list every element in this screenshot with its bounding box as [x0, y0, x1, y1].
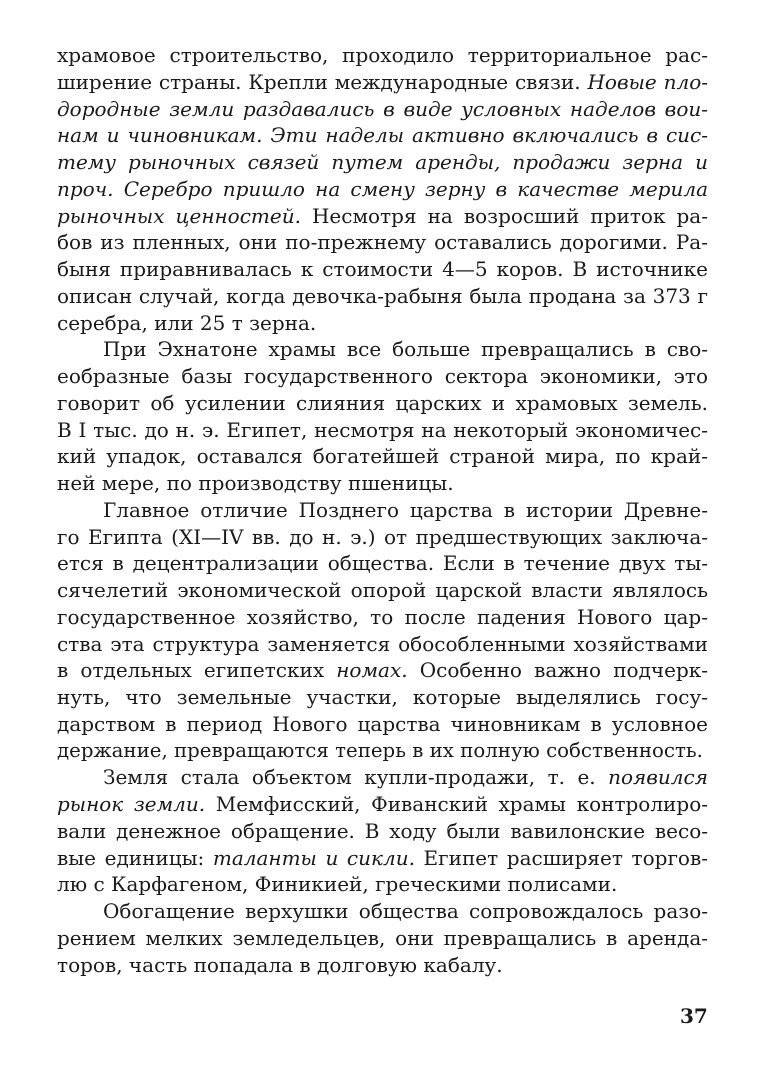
- text-run: Особенно важно подчерк-: [407, 658, 708, 683]
- text-line: [57, 203, 708, 230]
- italic-text: проч. Серебро пришло на смену зерну в качестве мерила: [57, 176, 708, 201]
- paragraph: [57, 497, 708, 765]
- text-run: ней мере, по производству пшеницы.: [57, 471, 454, 495]
- text-line: [57, 631, 708, 658]
- text-run: Обогащение верхушки общества сопровождалось разо-: [103, 899, 708, 923]
- text-line: [57, 577, 708, 604]
- page-number: 37: [680, 1004, 708, 1028]
- text-line: [57, 738, 708, 765]
- text-run: в отдельных египетских: [57, 658, 337, 683]
- text-run: говорит об усилении слияния царских и храмовых земель.: [57, 390, 708, 415]
- text-run: Главное отличие Позднего царства в истории Древне-: [103, 497, 708, 522]
- text-line: [57, 69, 708, 96]
- text-run: быня приравнивалась к стоимости 4—5 коров. В источнике: [57, 257, 708, 281]
- text-line: [57, 604, 708, 631]
- text-line: [57, 524, 708, 551]
- page-body: [57, 42, 708, 978]
- text-line: [57, 336, 708, 363]
- text-line: [57, 657, 708, 684]
- italic-text: нам и чиновникам. Эти наделы активно включались в сис-: [57, 123, 708, 148]
- text-line: [57, 149, 708, 176]
- text-run: рением мелких земледельцев, они превращались в аренда-: [57, 925, 708, 950]
- text-run: храмовое строительство, проходило территориальное рас-: [57, 43, 708, 67]
- text-line: [57, 791, 708, 818]
- text-line: [57, 925, 708, 952]
- text-line: [57, 42, 708, 69]
- text-line: [57, 952, 708, 979]
- text-run: го Египта (XI—IV вв. до н. э.) от предшествующих заключа-: [57, 524, 708, 549]
- text-line: [57, 363, 708, 390]
- paragraph: [57, 336, 708, 497]
- text-line: [57, 122, 708, 149]
- text-run: сячелетий экономической опорой царской власти являлось: [57, 578, 708, 602]
- text-line: [57, 283, 708, 310]
- text-line: [57, 443, 708, 470]
- text-run: Мемфисский, Фиванский храмы контролиро-: [205, 792, 708, 816]
- text-run: нуть, что земельные участки, которые выделялись госу-: [57, 685, 708, 709]
- text-run: При Эхнатоне храмы все больше превращались в сво-: [103, 337, 708, 362]
- text-line: [57, 845, 708, 872]
- text-line: [57, 898, 708, 925]
- text-run: дарством в период Нового царства чиновникам в условное: [57, 711, 708, 736]
- text-run: ется в децентрализации общества. Если в течение двух ты-: [57, 551, 708, 576]
- italic-text: дородные земли раздавались в виде условных наделов вои-: [57, 96, 708, 121]
- italic-text: Новые пло-: [587, 69, 708, 94]
- text-run: вали денежное обращение. В ходу были вавилонские весо-: [57, 818, 708, 843]
- italic-text: тему рыночных связей путем аренды, продажи зерна и: [57, 150, 708, 174]
- text-run: вые единицы:: [57, 845, 213, 870]
- text-run: Египет расширяет торгов-: [414, 845, 708, 870]
- text-line: [57, 417, 708, 444]
- text-line: [57, 176, 708, 203]
- text-line: [57, 871, 708, 898]
- text-run: еобразные базы государственного сектора экономики, это: [57, 364, 708, 388]
- text-line: [57, 711, 708, 738]
- text-line: [57, 470, 708, 497]
- text-line: [57, 256, 708, 283]
- text-run: ства эта структура заменяется обособленными хозяйствами: [57, 631, 708, 656]
- text-line: [57, 684, 708, 711]
- text-line: [57, 310, 708, 337]
- text-run: лю с Карфагеном, Финикией, греческими полисами.: [57, 872, 618, 897]
- text-line: [57, 96, 708, 123]
- text-run: кий упадок, оставался богатейшей страной мира, по край-: [57, 444, 708, 469]
- text-run: держание, превращаются теперь в их полную собственность.: [57, 738, 703, 762]
- text-run: описан случай, когда девочка-рабыня была продана за 373 г: [57, 283, 708, 308]
- italic-text: рынок земли.: [57, 792, 206, 816]
- text-line: [57, 229, 708, 256]
- text-line: [57, 818, 708, 845]
- text-run: Несмотря на возросший приток ра-: [300, 203, 708, 228]
- text-line: [57, 550, 708, 577]
- italic-text: номах.: [336, 658, 408, 683]
- text-run: серебра, или 25 т зерна.: [57, 310, 317, 335]
- text-run: ширение страны. Крепли международные связи.: [57, 69, 588, 94]
- text-line: [57, 764, 708, 791]
- paragraph: [57, 42, 708, 336]
- text-run: В I тыс. до н. э. Египет, несмотря на некоторый экономичес-: [57, 417, 708, 442]
- paragraph: [57, 898, 708, 978]
- text-line: [57, 390, 708, 417]
- text-run: торов, часть попадала в долговую кабалу.: [57, 952, 503, 977]
- italic-text: рыночных ценностей.: [57, 203, 301, 228]
- italic-text: появился: [608, 765, 708, 790]
- text-run: бов из пленных, они по-прежнему оставались дорогими. Ра-: [57, 230, 708, 255]
- paragraph: [57, 764, 708, 898]
- italic-text: таланты и сикли.: [212, 845, 415, 870]
- text-line: [57, 497, 708, 524]
- text-run: государственное хозяйство, то после падения Нового цар-: [57, 604, 708, 629]
- text-run: Земля стала объектом купли-продажи, т. е.: [103, 765, 609, 790]
